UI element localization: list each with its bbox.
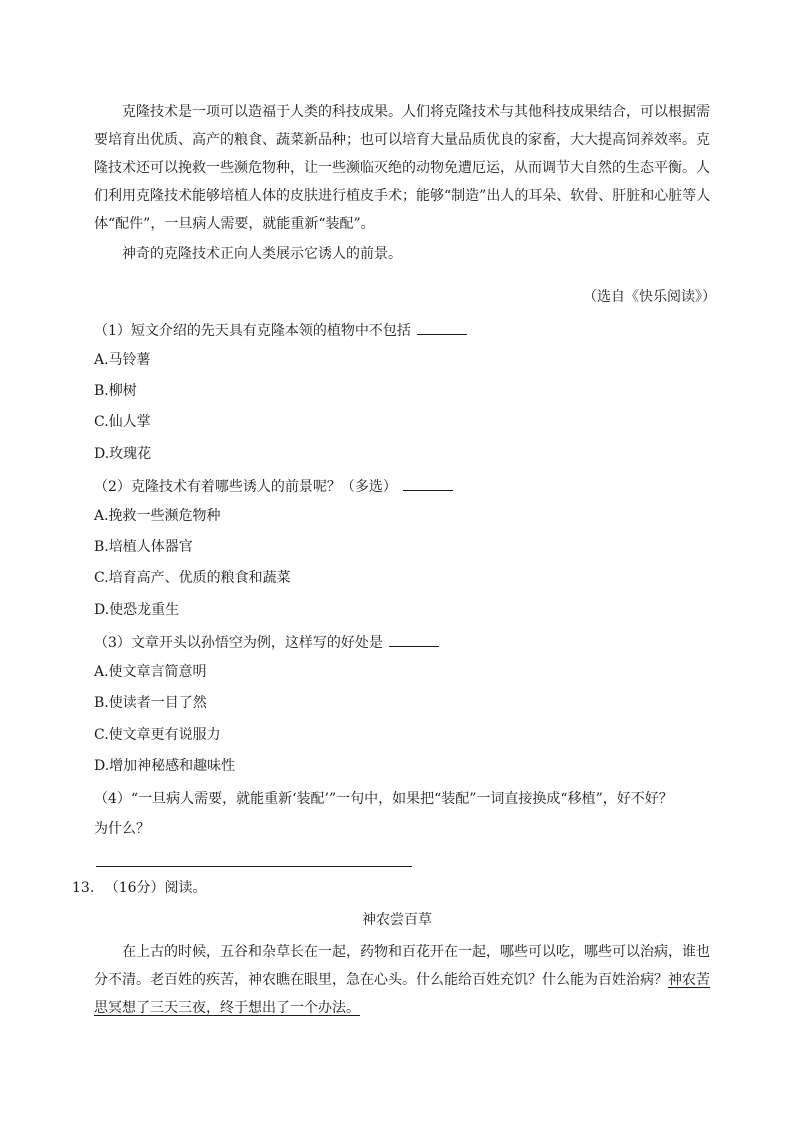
reading-title: 神农尝百草 — [362, 912, 432, 928]
question-3-stem — [94, 632, 439, 653]
question-2-option-a: A.挽救一些濒危物种 — [94, 508, 221, 524]
reading-paragraph-1 — [94, 938, 718, 1022]
question-4-stem-line-1: （4）“一旦病人需要，就能重新‘装配’”一句中，如果把“装配”一词直接换成“移植”，好不好？ — [94, 791, 673, 807]
question-1-stem — [94, 320, 467, 341]
question-4-stem-line-2: 为什么？ — [94, 821, 150, 837]
passage-source: （选自《快乐阅读》） — [583, 289, 716, 305]
question-2-option-b: B.培植人体器官 — [94, 539, 193, 555]
question-1-text: （1）短文介绍的先天具有克隆本领的植物中不包括 — [94, 323, 411, 339]
reading-passage — [94, 938, 718, 1022]
question-1-answer-blank[interactable] — [417, 320, 467, 335]
question-1-option-a: A.马铃薯 — [94, 352, 151, 368]
reading-paragraph-1-text: 在上古的时候，五谷和杂草长在一起，药物和百花开在一起，哪些可以吃，哪些可以治病，谁也分不清。老百姓的疾苦，神农瞧在眼里，急在心头。什么能给百姓充饥？什么能为百姓治病？ — [94, 944, 710, 988]
question-3-text: （3）文章开头以孙悟空为例，这样写的好处是 — [94, 635, 383, 651]
passage-paragraph-1: 克隆技术是一项可以造福于人类的科技成果。人们将克隆技术与其他科技成果结合，可以根据需要培育出优质、高产的粮食、蔬菜新品种；也可以培育大量品质优良的家畜，大大提高饲养效率。克隆技术还可以挽救一些濒危物种，让一些濒临灭绝的动物免遭厄运，从而调节大自然的生态平衡。人们利用克隆技术能够培植人体的皮肤进行植皮手术；能够“制造”出人的耳朵、软骨、肝脏和心脏等人体“配件”，一旦病人需要，就能重新“装配”。 — [94, 104, 711, 232]
question-3-option-a: A.使文章言简意明 — [94, 664, 207, 680]
passage-paragraph-2: 神奇的克隆技术正向人类展示它诱人的前景。 — [122, 246, 402, 262]
question-13-number: 13. — [72, 880, 95, 896]
passage — [94, 98, 718, 268]
question-1-option-d: D.玫瑰花 — [94, 446, 152, 462]
reading-underlined-sentence: 神农苦思冥想了三天三夜，终于想出了一个办法。 — [94, 972, 710, 1016]
question-2-answer-blank[interactable] — [403, 476, 453, 491]
question-13-label: （16分）阅读。 — [104, 880, 207, 896]
question-3-answer-blank[interactable] — [389, 632, 439, 647]
question-3-option-d: D.增加神秘感和趣味性 — [94, 758, 236, 774]
question-1-option-b: B.柳树 — [94, 383, 137, 399]
question-3-option-c: C.使文章更有说服力 — [94, 727, 221, 743]
question-13-heading — [72, 878, 207, 898]
question-2-option-d: D.使恐龙重生 — [94, 602, 180, 618]
question-1-option-c: C.仙人掌 — [94, 414, 151, 430]
question-2-text: （2）克隆技术有着哪些诱人的前景呢？（多选） — [94, 479, 397, 495]
question-3-option-b: B.使读者一目了然 — [94, 695, 207, 711]
question-4-answer-line[interactable] — [96, 866, 412, 867]
question-2-stem — [94, 476, 453, 497]
question-2-option-c: C.培育高产、优质的粮食和蔬菜 — [94, 570, 291, 586]
